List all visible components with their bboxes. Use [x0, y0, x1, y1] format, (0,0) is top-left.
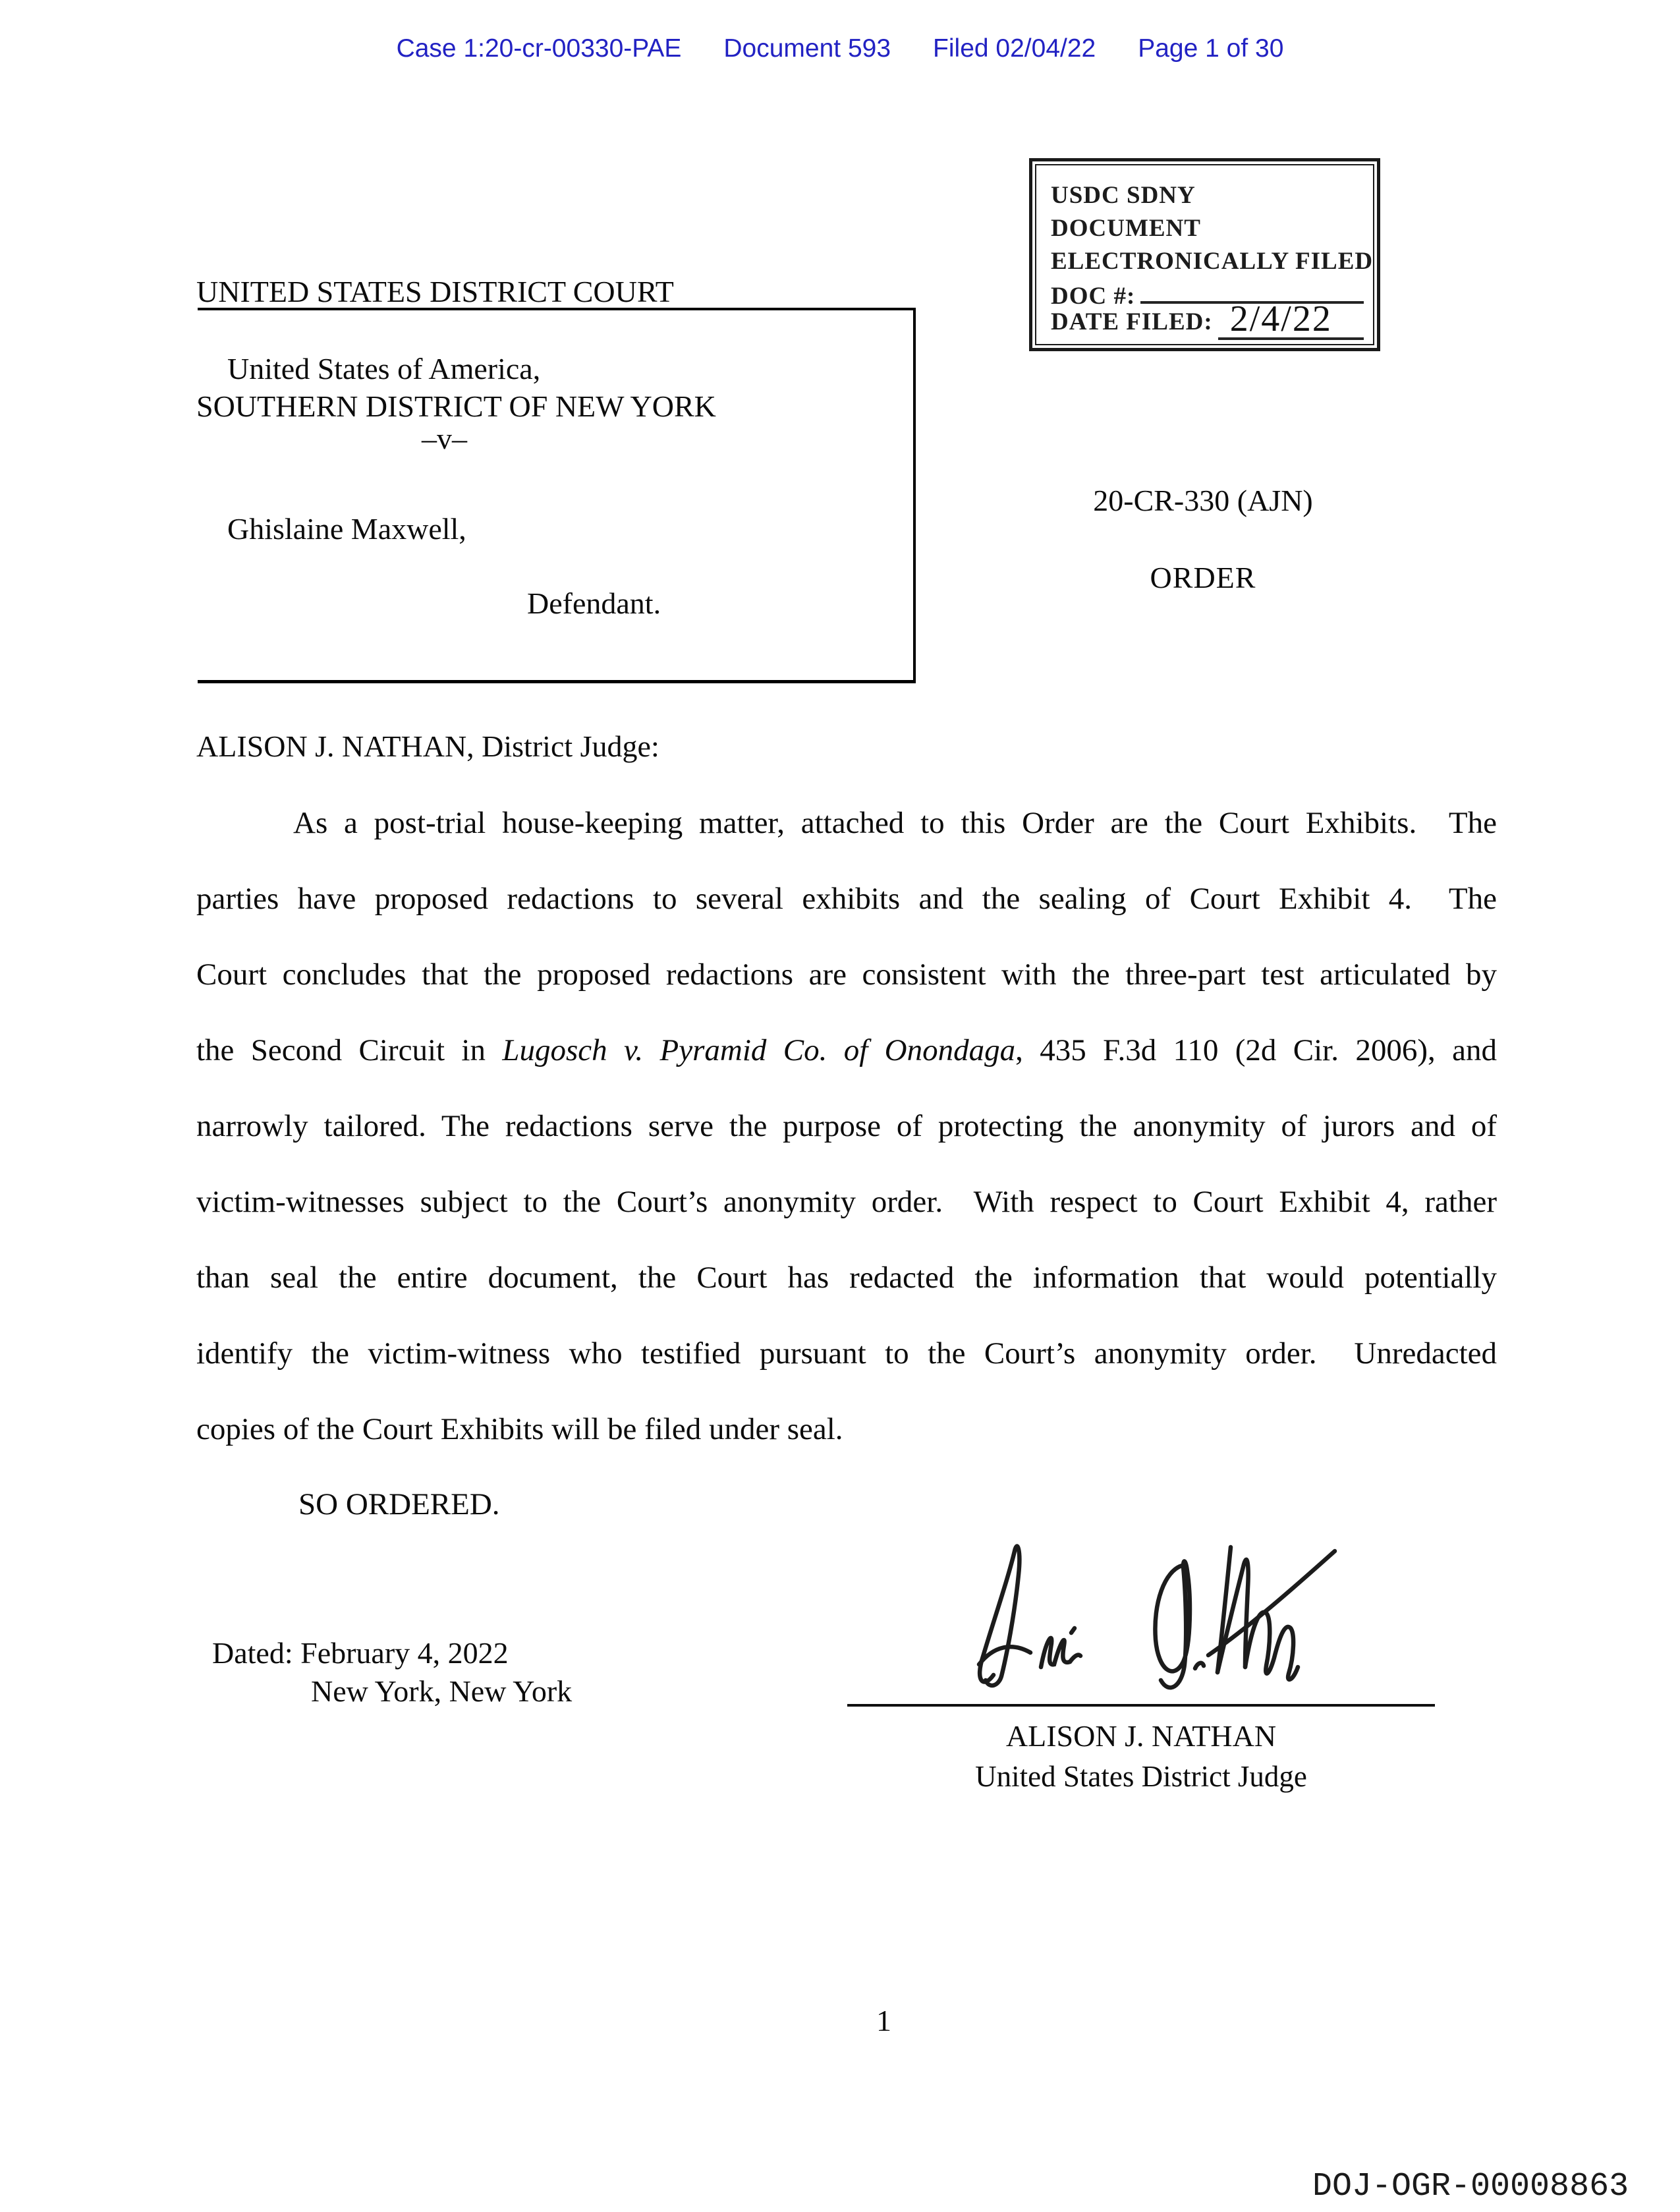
stamp-doc-label: DOC #:	[1051, 283, 1136, 310]
judge-signature	[974, 1510, 1343, 1698]
stamp-date-row	[1051, 298, 1364, 340]
order-body-line: narrowly tailored. The redactions serve the purpose of protecting the anonymity of jurors and of	[196, 1109, 1497, 1143]
caption-defendant-label: Defendant.	[527, 586, 661, 620]
order-title: ORDER	[1150, 561, 1256, 594]
signature-line	[847, 1704, 1435, 1707]
header-case-number: Case 1:20-cr-00330-PAE	[396, 34, 682, 63]
order-body-line: victim-witnesses subject to the Court’s anonymity order. With respect to Court Exhibit 4, rather	[196, 1185, 1497, 1219]
header-filed-date: Filed 02/04/22	[933, 34, 1096, 63]
order-body-line: parties have proposed redactions to several exhibits and the sealing of Court Exhibit 4. The	[196, 882, 1497, 916]
stamp-document: DOCUMENT	[1051, 215, 1201, 242]
court-name-line: UNITED STATES DISTRICT COURT	[196, 275, 674, 308]
stamp-electronically-filed: ELECTRONICALLY FILED	[1051, 248, 1374, 275]
caption-plaintiff: United States of America,	[227, 352, 541, 385]
signature-name: ALISON J. NATHAN	[1005, 1719, 1277, 1753]
caption-defendant: Ghislaine Maxwell,	[227, 512, 466, 546]
case-number: 20-CR-330 (AJN)	[1093, 484, 1313, 517]
order-body-line	[196, 1013, 1497, 1089]
stamp-usdc-sdny: USDC SDNY	[1051, 182, 1196, 209]
page-number: 1	[876, 2004, 891, 2037]
header-page-count: Page 1 of 30	[1138, 34, 1284, 63]
so-ordered-line: SO ORDERED.	[298, 1487, 500, 1521]
header-document-number: Document 593	[723, 34, 891, 63]
order-body-line: identify the victim-witness who testified pursuant to the Court’s anonymity order. Unredacted	[196, 1336, 1497, 1371]
stamp-date-label: DATE FILED:	[1051, 308, 1213, 335]
stamp-date-line	[1218, 298, 1364, 340]
citation-post: , 435 F.3d 110 (2d Cir. 2006), and	[1015, 1033, 1498, 1067]
caption-box	[198, 308, 916, 683]
case-info-column	[1080, 483, 1326, 595]
order-body	[196, 785, 1497, 1467]
order-body-line: than seal the entire document, the Court has redacted the information that would potentially	[196, 1261, 1497, 1295]
court-district-line: SOUTHERN DISTRICT OF NEW YORK	[196, 389, 716, 423]
stamp-date-value: 2/4/22	[1229, 298, 1332, 339]
case-citation: Lugosch v. Pyramid Co. of Onondaga	[502, 1033, 1016, 1067]
pacer-header	[0, 34, 1680, 63]
dated-city-line: New York, New York	[311, 1674, 573, 1708]
bates-number: DOJ-OGR-00008863	[1312, 2168, 1629, 2205]
citation-pre: the Second Circuit in	[196, 1033, 503, 1067]
order-body-line: copies of the Court Exhibits will be filed under seal.	[196, 1412, 843, 1446]
signature-title: United States District Judge	[975, 1760, 1307, 1793]
judge-intro-line: ALISON J. NATHAN, District Judge:	[196, 729, 659, 763]
order-body-line: Court concludes that the proposed redactions are consistent with the three-part test articulated by	[196, 957, 1497, 992]
order-body-line: As a post-trial house-keeping matter, attached to this Order are the Court Exhibits. The	[293, 806, 1497, 840]
caption-versus: –v–	[422, 422, 467, 455]
dated-line: Dated: February 4, 2022	[212, 1636, 509, 1670]
efiling-stamp	[1029, 158, 1380, 351]
efiling-stamp-inner-border	[1035, 164, 1374, 345]
